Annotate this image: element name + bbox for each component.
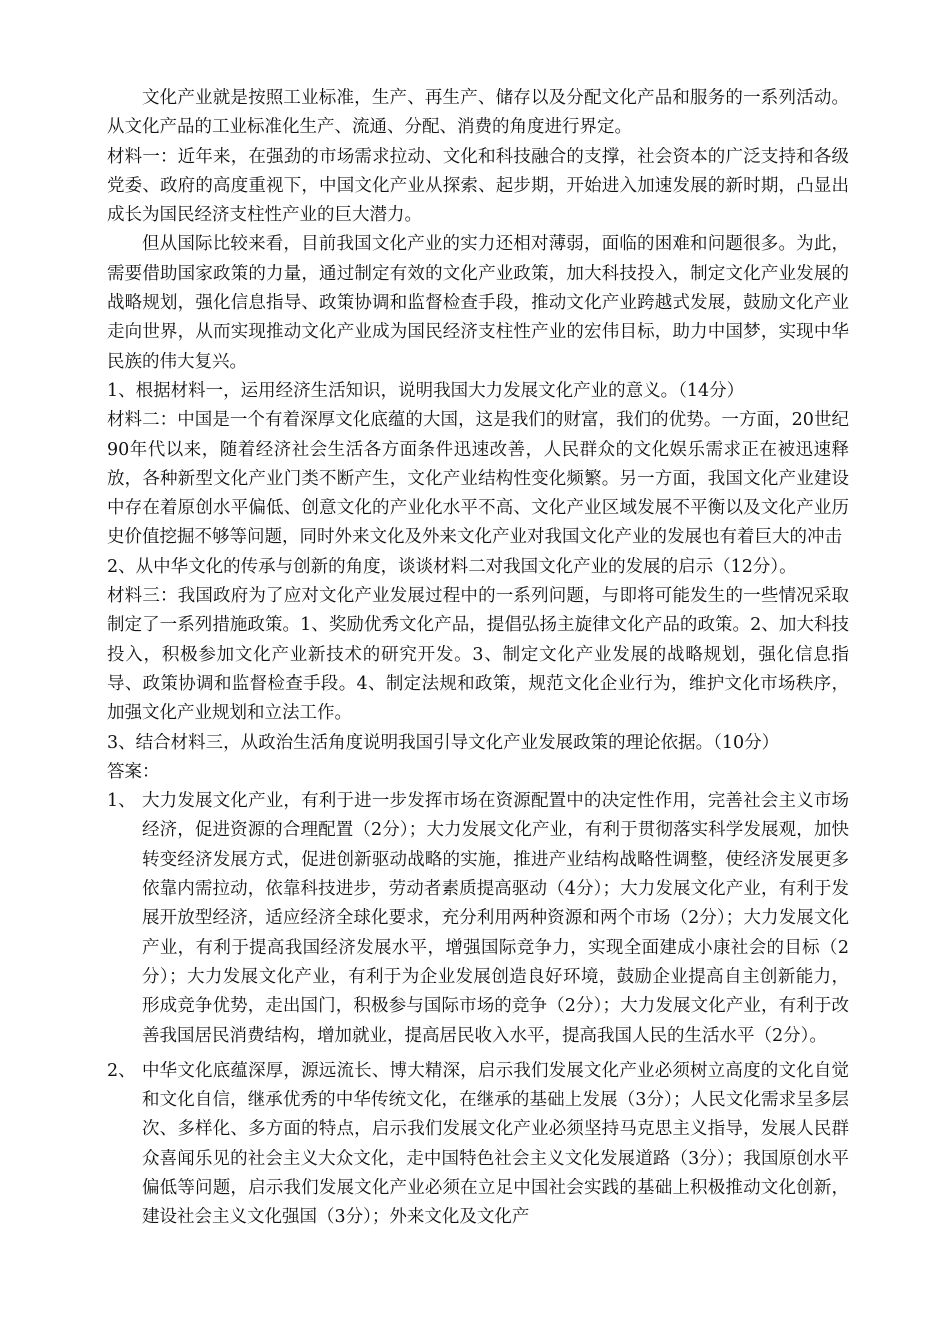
answer-item-2 [107,1057,849,1233]
question-2: 2、从中华文化的传承与创新的角度，谈谈材料二对我国文化产业的发展的启示（12分）。 [107,556,797,577]
answer-item-1 [107,787,849,1051]
material-1-paragraph: 材料一：近年来，在强劲的市场需求拉动、文化和科技融合的支撑，社会资本的广泛支持和各级党委、政府的高度重视下，中国文化产业从探索、起步期，开始进入加速发展的新时期，凸显出成长为国民经济支柱性产业的巨大潜力。 [107,146,849,226]
question-1: 1、根据材料一，运用经济生活知识，说明我国大力发展文化产业的意义。（14分） [107,380,745,401]
answer-text: 中华文化底蕴深厚，源远流长、博大精深，启示我们发展文化产业必须树立高度的文化自觉和文化自信，继承优秀的中华传统文化，在继承的基础上发展（3分）；人民文化需求呈多层次、多样化、多方面的特点，启示我们发展文化产业必须坚持马克思主义指导，发展人民群众喜闻乐见的社会主义大众文化，走中国特色社会主义文化发展道路（3分）；我国原创水平偏低等问题，启示我们发展文化产业必须在立足中国社会实践的基础上积极推动文化创新，建设社会主义文化强国（3分）；外来文化及文化产 [142,1060,849,1228]
document-page [107,84,849,1233]
material-2-paragraph: 材料二：中国是一个有着深厚文化底蕴的大国，这是我们的财富，我们的优势。一方面，20世纪90年代以来，随着经济社会生活各方面条件迅速改善，人民群众的文化娱乐需求正在被迅速释放，各种新型文化产业门类不断产生，文化产业结构性变化频繁。另一方面，我国文化产业建设中存在着原创水平偏低、创意文化的产业化水平不高、文化产业区域发展不平衡以及文化产业历史价值挖掘不够等问题，同时外来文化及外来文化产业对我国文化产业的发展也有着巨大的冲击 [107,410,849,548]
material-3-paragraph: 材料三：我国政府为了应对文化产业发展过程中的一系列问题，与即将可能发生的一些情况采取制定了一系列措施政策。1、奖励优秀文化产品，提倡弘扬主旋律文化产品的政策。2、加大科技投入，积极参加文化产业新技术的研究开发。3、制定文化产业发展的战略规划，强化信息指导、政策协调和监督检查手段。4、制定法规和政策，规范文化企业行为，维护文化市场秩序，加强文化产业规划和立法工作。 [107,586,849,724]
answer-label: 答案： [107,761,160,782]
question-3: 3、结合材料三，从政治生活角度说明我国引导文化产业发展政策的理论依据。（10分） [107,732,780,753]
intro-paragraph: 文化产业就是按照工业标准，生产、再生产、储存以及分配文化产品和服务的一系列活动。从文化产品的工业标准化生产、流通、分配、消费的角度进行界定。 [107,88,849,138]
answer-number: 2、 [107,1060,136,1081]
material-1-paragraph-2: 但从国际比较来看，目前我国文化产业的实力还相对薄弱，面临的困难和问题很多。为此，需要借助国家政策的力量，通过制定有效的文化产业政策，加大科技投入，制定文化产业发展的战略规划，强化信息指导、政策协调和监督检查手段，推动文化产业跨越式发展，鼓励文化产业走向世界，从而实现推动文化产业成为国民经济支柱性产业的宏伟目标，助力中国梦，实现中华民族的伟大复兴。 [107,234,849,372]
answer-text: 大力发展文化产业，有利于进一步发挥市场在资源配置中的决定性作用，完善社会主义市场经济，促进资源的合理配置（2分）；大力发展文化产业，有利于贯彻落实科学发展观，加快转变经济发展方式，促进创新驱动战略的实施，推进产业结构战略性调整，使经济发展更多依靠内需拉动，依靠科技进步，劳动者素质提高驱动（4分）；大力发展文化产业，有利于发展开放型经济，适应经济全球化要求，充分利用两种资源和两个市场（2分）；大力发展文化产业，有利于提高我国经济发展水平，增强国际竞争力，实现全面建成小康社会的目标（2分）；大力发展文化产业，有利于为企业发展创造良好环境，鼓励企业提高自主创新能力，形成竞争优势，走出国门，积极参与国际市场的竞争（2分）；大力发展文化产业，有利于改善我国居民消费结构，增加就业，提高居民收入水平，提高我国人民的生活水平（2分）。 [142,791,849,1046]
answer-number: 1、 [107,791,136,812]
